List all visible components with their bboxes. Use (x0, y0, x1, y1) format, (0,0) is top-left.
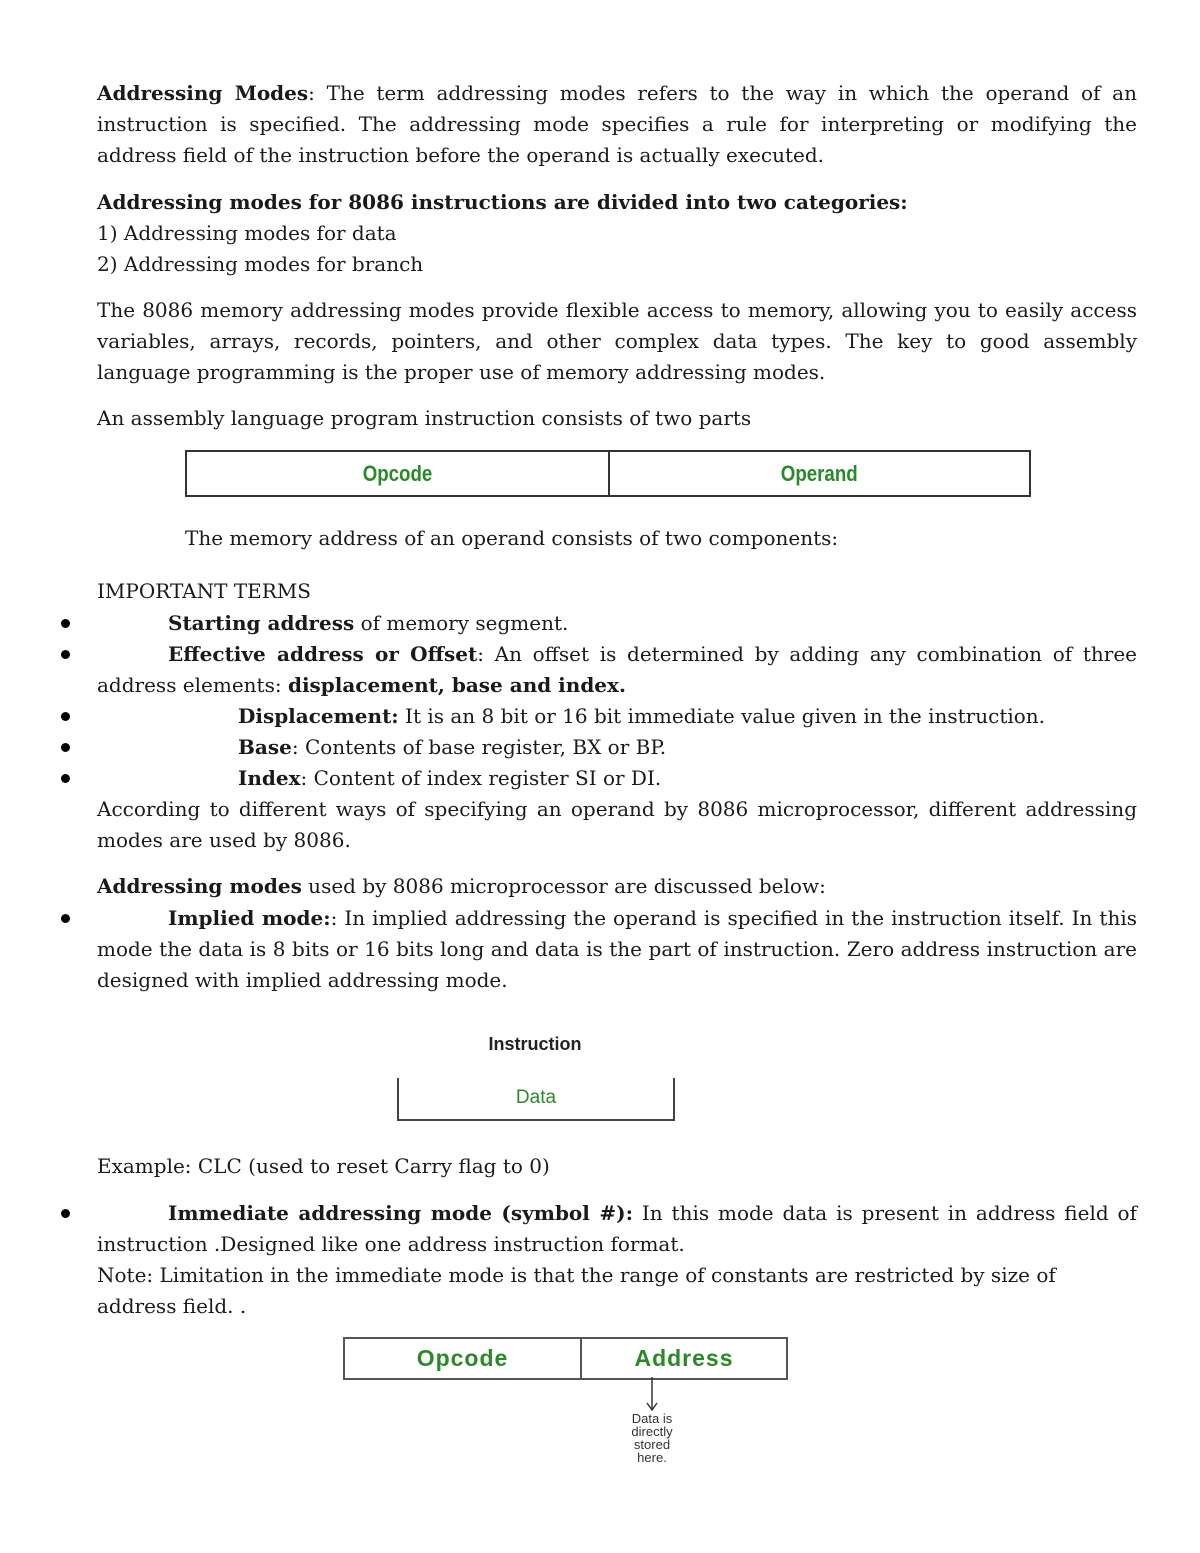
immediate-text: In this mode data is present in address field of instruction .Designed like one address instruction format. (97, 1201, 1137, 1256)
operand-cell-text: Operand (781, 460, 858, 486)
term-text: of memory segment. (354, 611, 569, 635)
term-bold-tail: displacement, base and index. (287, 673, 626, 697)
diagram1-box (397, 1078, 675, 1121)
diagram1-title: Instruction (488, 1034, 582, 1054)
modes-heading-text: used by 8086 microprocessor are discussed below: (301, 874, 826, 898)
caption-line: Data is (631, 1411, 673, 1426)
memory-address-text: The memory address of an operand consists of two components: (185, 526, 839, 550)
caption-line: stored (633, 1437, 671, 1452)
bullet-icon (61, 774, 70, 783)
intro-text: : The term addressing modes refers to the way in which the operand of an instruction is specified. The addressing mode specifies a rule for interpreting or modifying the address field of the instruction before the operand is actually executed. (97, 81, 1137, 167)
operand-cell (608, 452, 1029, 495)
term-text: : Content of index register SI or DI. (300, 766, 662, 790)
intro-term: Addressing Modes (97, 81, 309, 105)
diagram2-opcode: Opcode (416, 1345, 509, 1371)
bullet-icon (61, 914, 70, 923)
term-bold: Effective address or Offset (168, 642, 478, 666)
term-bold: Base (238, 735, 292, 759)
implied-bold: Implied mode: (168, 906, 331, 930)
term-bold: Index (238, 766, 301, 790)
modes-heading-bold: Addressing modes (97, 874, 302, 898)
instruction-parts-text: An assembly language program instruction consists of two parts (97, 406, 752, 430)
modes-heading (97, 871, 1137, 902)
opcode-address-diagram (343, 1337, 788, 1380)
term-text: It is an 8 bit or 16 bit immediate value given in the instruction. (398, 704, 1046, 728)
bullet-icon (61, 1209, 70, 1218)
example-text: Example: CLC (used to reset Carry flag to 0) (97, 1154, 550, 1178)
immediate-bold: Immediate addressing mode (symbol #): (168, 1201, 633, 1225)
opcode-operand-table (185, 450, 1031, 497)
important-terms-heading: IMPORTANT TERMS (97, 579, 312, 603)
caption-line: here. (637, 1450, 667, 1465)
diagram2-address: Address (580, 1339, 786, 1378)
according-paragraph: According to different ways of specifying an operand by 8086 microprocessor, different addressing modes are used by 8086. (97, 797, 1137, 852)
category-item: 2) Addressing modes for branch (97, 252, 424, 276)
caption-line: directly (631, 1424, 673, 1439)
memory-paragraph: The 8086 memory addressing modes provide flexible access to memory, allowing you to easily access variables, arrays, records, pointers, and other complex data types. The key to good assembly language programming is the proper use of memory addressing modes. (97, 298, 1137, 384)
categories-heading-text: Addressing modes for 8086 instructions are divided into two categories: (97, 190, 908, 214)
term-text: : An offset is determined by adding any combination of three address elements: (97, 642, 1137, 697)
implied-text: : In implied addressing the operand is specified in the instruction itself. In this mode the data is 8 bits or 16 bits long and data is the part of instruction. Zero address instruction are designed with implied addressing mode. (97, 906, 1137, 992)
bullet-icon (61, 743, 70, 752)
category-item: 1) Addressing modes for data (97, 221, 397, 245)
bullet-icon (61, 712, 70, 721)
diagram2-caption (606, 1412, 698, 1464)
note-text: Note: Limitation in the immediate mode is that the range of constants are restricted by size of address field. . (97, 1263, 1056, 1318)
diagram1-data: Data (515, 1087, 557, 1108)
bullet-icon (61, 650, 70, 659)
term-bold: Displacement: (238, 704, 399, 728)
term-bold: Starting address (168, 611, 355, 635)
intro-paragraph (97, 78, 1137, 171)
down-arrow-icon (644, 1377, 660, 1413)
categories-heading (97, 187, 1137, 218)
term-text: : Contents of base register, BX or BP. (291, 735, 667, 759)
bullet-icon (61, 619, 70, 628)
opcode-cell: Opcode (362, 460, 433, 486)
